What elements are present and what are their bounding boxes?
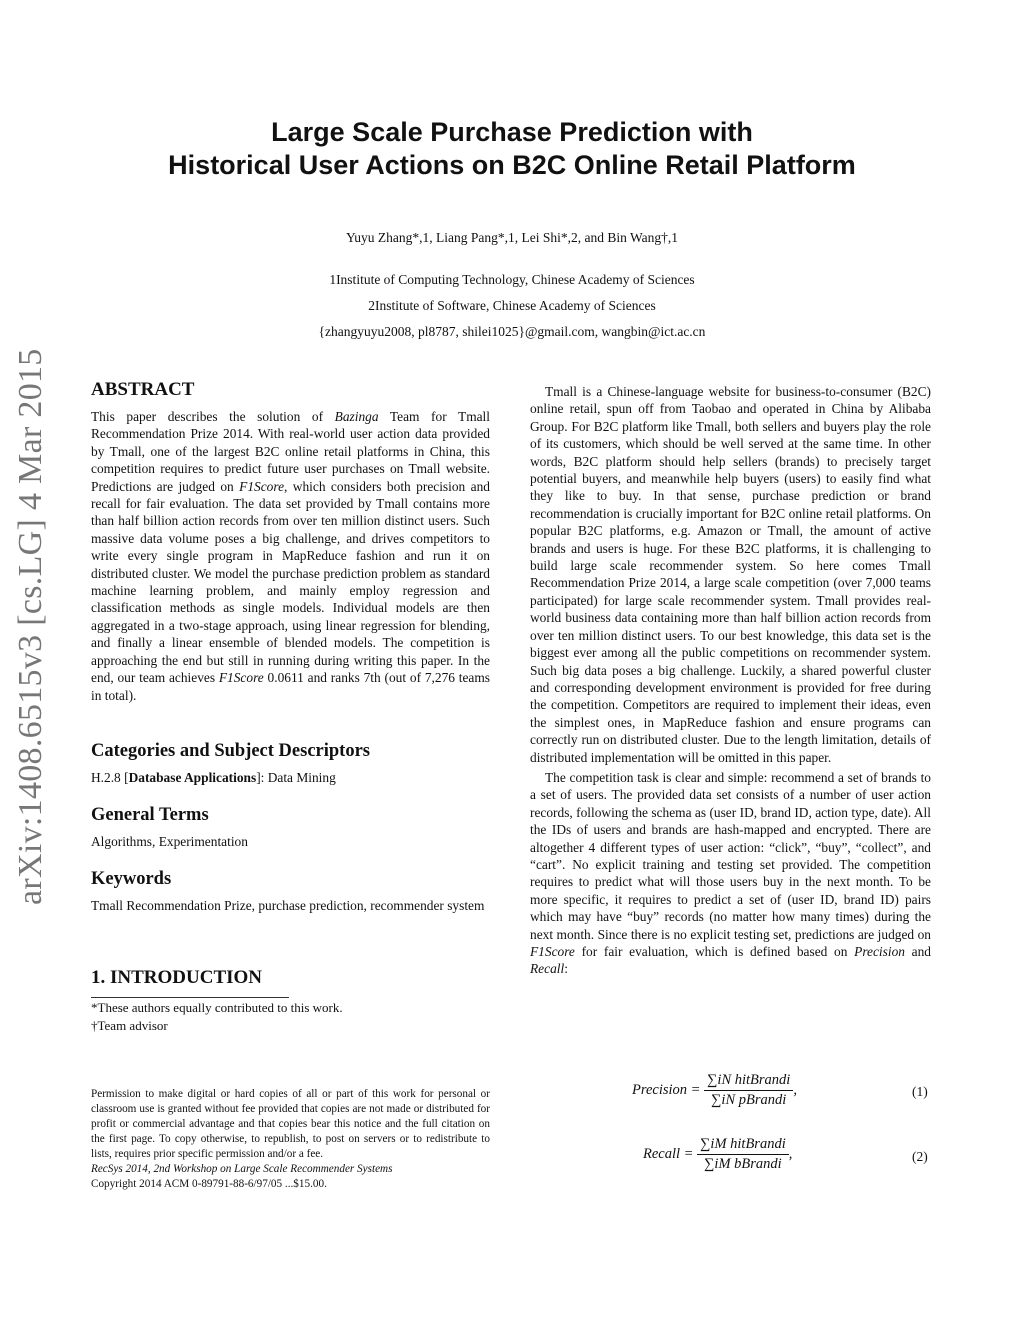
intro-body	[530, 383, 931, 978]
general-terms-text: Algorithms, Experimentation	[91, 834, 248, 849]
affiliation-1: 1Institute of Computing Technology, Chinese Academy of Sciences	[329, 272, 695, 287]
arxiv-stamp: arXiv:1408.6515v3 [cs.LG] 4 Mar 2015	[12, 348, 49, 905]
introduction-heading: 1. INTRODUCTION	[91, 967, 263, 988]
affiliation-2: 2Institute of Software, Chinese Academy of Sciences	[368, 298, 656, 313]
author-list: Yuyu Zhang*,1, Liang Pang*,1, Lei Shi*,2, and Bin Wang†,1	[345, 230, 678, 245]
equation-number-1: (1)	[912, 1084, 928, 1099]
equation-recall: Recall = $\frac{\text{∑iM hitBrandi}}{\text{∑iM bBrandi}}$ ,	[643, 1136, 793, 1172]
abstract-heading: ABSTRACT	[91, 379, 195, 400]
intro-paragraph-2: The competition task is clear and simple: recommend a set of brands to a set of users. The provided data set consists of a number of user action records, following the schema as (user ID, brand ID, action type, date). All the IDs of users and brands are hash-mapped and encrypted. There are altogether 4 different types of user action: “click”, “buy”, “collect”, and “cart”. No explicit training and testing set provided. The competition requires to predict what will those users buy in the next month. To be more specific, it requires to predict a set of (user ID, brand ID) pairs which may have “buy” records (no matter how many times) during the next month. Since there is no explicit testing set, predictions are judged on F1Score for fair evaluation, which is defined based on Precision and Recall:	[530, 769, 931, 977]
footnote-equal-contribution: *These authors equally contributed to this work.	[91, 1000, 343, 1015]
intro-paragraph-1: Tmall is a Chinese-language website for business-to-consumer (B2C) online retail, spun off from Taobao and operated in China by Alibaba Group. For B2C platform like Tmall, both sellers and buyers play the role of its customers, which should be well served at the same time. In other words, B2C platform should help sellers (brands) to precisely target potential buyers, and meanwhile help buyers (users) to easily find what they like to buy. In that sense, purchase prediction or brand recommendation is crucially important for B2C online retail platforms. On popular B2C platforms, e.g. Amazon or Tmall, the amount of active brands and users is huge. For these B2C platforms, it is challenging to build large scale recommender system. So here comes Tmall Recommendation Prize 2014, a large scale competition (over 7,000 teams participated) for large scale recommender system. Tmall provides real-world business data containing more than half billion action records from over ten million distinct users. To our best knowledge, this data set is the biggest ever among all the public competitions on recommender system. Such big data poses a big challenge. Luckily, a shared powerful cluster and corresponding development environment is provided for free during the competition. Competitors are required to implement their ideas, even the simplest ones, in MapReduce fashion and ensure programs can correctly run on distributed cluster. Due to the length limitation, details of distributed implementation will be omitted in this paper.	[530, 384, 931, 765]
equation-precision: Precision = $\frac{\text{∑iN hitBrandi}}{\text{∑iN pBrandi}}$ ,	[632, 1072, 797, 1108]
permission-notice	[91, 1087, 490, 1192]
categories-heading: Categories and Subject Descriptors	[91, 741, 370, 761]
paper-title	[0, 116, 1024, 182]
abstract-body: This paper describes the solution of Bazinga Team for Tmall Recommendation Prize 2014. With real-world user action data provided by Tmall, one of the largest B2C online retail platforms in China, this competition requires to predict future user purchases on Tmall website. Predictions are judged on F1Score, which considers both precision and recall for fair evaluation. The data set provided by Tmall contains more than half billion action records from over ten million distinct users. Such massive data volume poses a big challenge, and drives competitors to write every single program in MapReduce fashion and run it on distributed cluster. We model the purchase prediction problem as standard machine learning problem, and mainly employ regression and classification methods as single models. Individual models are then aggregated in a two-stage approach, using linear regression for blending, and finally a linear ensemble of blended models. The competition is approaching the end but still in running during writing this paper. In the end, our team achieves F1Score 0.0611 and ranks 7th (out of 7,276 teams in total).	[91, 409, 491, 703]
categories-text: H.2.8 [Database Applications]: Data Mining	[91, 770, 336, 785]
footnote-rule	[91, 997, 289, 998]
equation-number-2: (2)	[912, 1149, 928, 1164]
author-emails: {zhangyuyu2008, pl8787, shilei1025}@gmail.com, wangbin@ict.ac.cn	[318, 324, 706, 339]
title-line-2: Historical User Actions on B2C Online Retail Platform	[168, 150, 856, 180]
footnote-team-advisor: †Team advisor	[91, 1018, 168, 1033]
keywords-text: Tmall Recommendation Prize, purchase prediction, recommender system	[91, 898, 485, 913]
keywords-heading: Keywords	[91, 869, 172, 889]
permission-text: Permission to make digital or hard copies of all or part of this work for personal or classroom use is granted without fee provided that copies are not made or distributed for profit or commercial advantage and that copies bear this notice and the full citation on the first page. To copy otherwise, to republish, to post on servers or to redistribute to lists, requires prior specific permission and/or a fee.	[91, 1088, 490, 1160]
general-terms-heading: General Terms	[91, 805, 209, 825]
title-line-1: Large Scale Purchase Prediction with	[271, 117, 753, 147]
copyright: Copyright 2014 ACM 0-89791-88-6/97/05 ...$15.00.	[91, 1178, 327, 1190]
venue: RecSys 2014, 2nd Workshop on Large Scale Recommender Systems	[91, 1163, 393, 1175]
